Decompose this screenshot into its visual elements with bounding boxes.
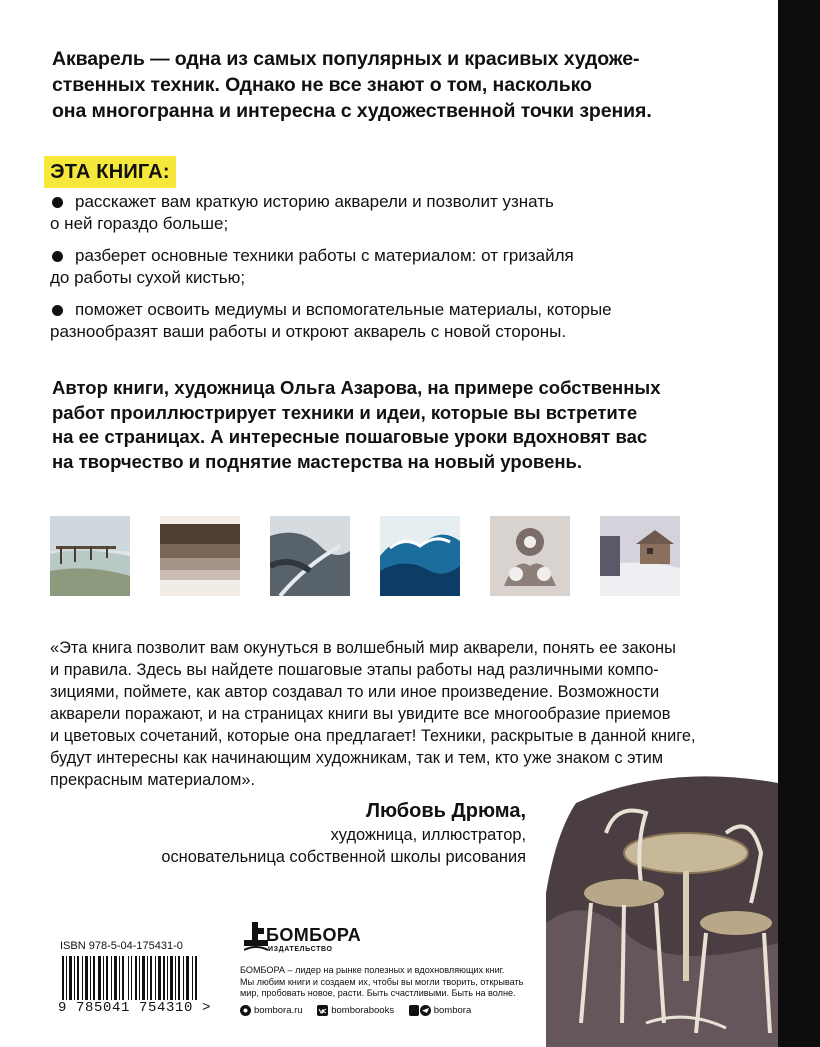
quote-line: и правила. Здесь вы найдете пошаговые этапы работы над различными компо- xyxy=(50,661,659,679)
quote-signature xyxy=(161,798,526,868)
quote-line: акварели поражают, и на страницах книги вы увидите все многообразие приемов xyxy=(50,705,671,723)
social-site[interactable] xyxy=(240,1005,303,1016)
social-other-label: bombora xyxy=(433,1005,472,1016)
bullet-item xyxy=(50,245,750,289)
publisher-line: Мы любим книги и создаем их, чтобы вы могли творить, открывать xyxy=(240,976,524,987)
testimonial-quote xyxy=(50,637,750,791)
bullet-text: разберет основные техники работы с материалом: от гризайля xyxy=(75,246,574,265)
barcode-digits: 9 785041 754310 > xyxy=(58,1000,212,1016)
this-book-badge: ЭТА КНИГА: xyxy=(44,156,176,188)
publisher-description xyxy=(240,965,560,1000)
isbn-label: ISBN 978-5-04-175431-0 xyxy=(60,940,183,952)
publisher-line: мир, пробовать новое, расти. Быть счастливыми. Быть на волне. xyxy=(240,988,516,998)
bullet-text: разнообразят ваши работы и откроют акварель с новой стороны. xyxy=(50,322,567,341)
social-links xyxy=(240,1005,483,1019)
spine-dark-bar xyxy=(778,0,820,1047)
author-line: Автор книги, художница Ольга Азарова, на примере собственных xyxy=(52,377,661,398)
bullet-text: поможет освоить медиумы и вспомогательные материалы, которые xyxy=(75,300,612,319)
publisher-logo-sub: ИЗДАТЕЛЬСТВО xyxy=(268,946,333,953)
signature-name: Любовь Дрюма, xyxy=(365,800,526,822)
intro-paragraph xyxy=(52,46,752,124)
thumbnail-strip xyxy=(0,516,778,596)
quote-line: зициями, поймете, как автор создавал то или иное произведение. Возможности xyxy=(50,683,660,701)
publisher-line: БОМБОРА – лидер на рынке полезных и вдохновляющих книг. xyxy=(240,965,505,975)
intro-line: она многогранна и интересна с художественной точки зрения. xyxy=(52,100,652,122)
intro-line: ственных техник. Однако не все знают о том, насколько xyxy=(52,74,592,96)
website-icon xyxy=(240,1005,251,1016)
bullet-item xyxy=(50,191,750,235)
signature-role: основательница собственной школы рисования xyxy=(161,848,526,866)
bullet-dot-icon xyxy=(52,305,63,316)
bullet-text: до работы сухой кистью; xyxy=(50,268,246,287)
thumbnail-blue-wave xyxy=(380,516,460,596)
bullet-dot-icon xyxy=(52,197,63,208)
author-line: работ проиллюстрирует техники и идеи, которые вы встретите xyxy=(52,401,638,423)
cafe-chairs-painting xyxy=(546,773,778,1047)
signature-role: художница, иллюстратор, xyxy=(330,826,526,844)
social-vk[interactable] xyxy=(317,1005,394,1016)
bullet-dot-icon xyxy=(52,251,63,262)
messenger-icons xyxy=(409,1005,431,1016)
author-line: на ее страницах. А интересные пошаговые уроки вдохновят вас xyxy=(52,426,648,447)
thumbnail-misty-road xyxy=(270,516,350,596)
thumbnail-ornament xyxy=(490,516,570,596)
publisher-logo-name: БОМБОРА xyxy=(266,925,362,945)
vk-icon xyxy=(317,1005,328,1016)
thumbnail-brown-wash xyxy=(160,516,240,596)
author-line: на творчество и поднятие мастерства на новый уровень. xyxy=(52,450,583,472)
bullet-text: о ней гораздо больше; xyxy=(50,214,229,233)
bullet-item xyxy=(50,299,750,343)
social-site-label: bombora.ru xyxy=(254,1005,303,1016)
quote-line: и цветовых сочетаний, которые она предлагает! Техники, раскрытые в данной книге, xyxy=(50,727,696,745)
thumbnail-winter-house xyxy=(600,516,680,596)
social-vk-label: bomborabooks xyxy=(331,1005,395,1016)
thumbnail-pier-landscape xyxy=(50,516,130,596)
author-paragraph xyxy=(52,376,752,474)
bullet-text: расскажет вам краткую историю акварели и позволит узнать xyxy=(75,192,554,211)
quote-line: прекрасным материалом». xyxy=(50,771,256,789)
bullet-list xyxy=(50,191,750,353)
quote-line: будут интересны как начинающим художникам, так и тем, кто уже знаком с этим xyxy=(50,749,663,767)
social-other[interactable] xyxy=(409,1005,472,1016)
intro-line: Акварель — одна из самых популярных и красивых художе- xyxy=(52,48,640,70)
quote-line: «Эта книга позволит вам окунуться в волшебный мир акварели, понять ее законы xyxy=(50,639,676,657)
